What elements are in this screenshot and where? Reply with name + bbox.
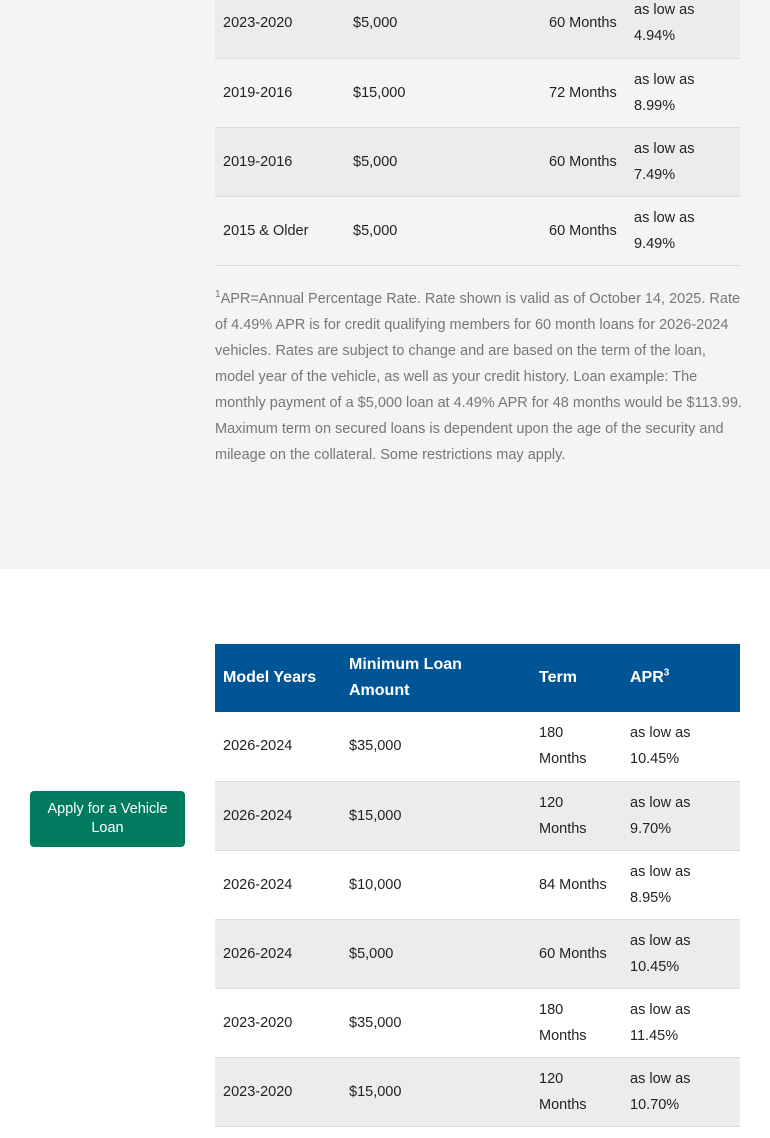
table-row (215, 127, 740, 196)
table-row (215, 988, 740, 1057)
footnote-marker: 1 (215, 289, 221, 301)
header-model-years: Model Years (215, 644, 341, 712)
cell-apr: as low as 10.45% (630, 932, 691, 975)
table-row (215, 1057, 740, 1126)
cell-model-years: 2019-2016 (223, 153, 293, 170)
cell-apr: as low as 7.49% (634, 140, 695, 183)
cell-min-loan: $15,000 (353, 84, 406, 101)
cell-apr: as low as 4.94% (634, 2, 695, 45)
cell-model-years: 2019-2016 (223, 84, 293, 101)
cell-term: 120 Months (539, 794, 587, 837)
cell-model-years: 2023-2020 (223, 1014, 293, 1031)
cell-model-years: 2026-2024 (223, 876, 293, 893)
footnote-text: APR=Annual Percentage Rate. Rate shown is valid as of October 14, 2025. Rate of 4.49% APR is for credit qualifying members for 60 month loans for 2026-2024 vehicles. Rates are subject to change and are based on the term of the loan, model year of the vehicle, as well as your credit history. Loan example: The monthly payment of a $5,000 loan at 4.49% APR for 48 months would be $113.99. Maximum term on secured loans is dependent upon the age of the security and mileage on the collateral. Some restrictions may apply. (215, 291, 742, 463)
header-min-loan: Minimum Loan Amount (341, 644, 531, 712)
rates-table-continued (215, 0, 740, 266)
cell-term: 120 Months (539, 1070, 587, 1113)
cell-apr: as low as 11.45% (630, 1001, 691, 1044)
cell-model-years: 2023-2020 (223, 1083, 293, 1100)
cell-model-years: 2026-2024 (223, 738, 293, 755)
cell-term: 72 Months (549, 84, 617, 101)
table-row (215, 919, 740, 988)
cell-model-years: 2026-2024 (223, 807, 293, 824)
rates-table (215, 644, 740, 1127)
cell-term: 84 Months (539, 876, 607, 893)
table-row (215, 712, 740, 781)
cell-apr: as low as 9.70% (630, 794, 691, 837)
cell-min-loan: $15,000 (349, 1083, 402, 1100)
cell-apr: as low as 8.95% (630, 863, 691, 906)
cell-min-loan: $5,000 (353, 153, 398, 170)
rates-section-lower (0, 569, 770, 1138)
cell-min-loan: $5,000 (353, 15, 398, 32)
footnote-marker: 3 (663, 667, 670, 679)
header-apr (622, 644, 740, 712)
cell-model-years: 2015 & Older (223, 222, 309, 239)
cell-term: 60 Months (549, 153, 617, 170)
cell-apr: as low as 10.45% (630, 725, 691, 768)
cell-model-years: 2023-2020 (223, 15, 293, 32)
table-row (215, 850, 740, 919)
table-row (215, 781, 740, 850)
cell-term: 180 Months (539, 1001, 587, 1044)
cell-min-loan: $15,000 (349, 807, 402, 824)
cell-min-loan: $35,000 (349, 1014, 402, 1031)
table-row (215, 58, 740, 127)
apr-footnote (215, 286, 743, 468)
header-apr-label: APR (630, 669, 664, 686)
cell-min-loan: $5,000 (349, 945, 394, 962)
cell-term: 180 Months (539, 725, 587, 768)
cell-term: 60 Months (539, 945, 607, 962)
cell-apr: as low as 9.49% (634, 209, 695, 252)
cell-term: 60 Months (549, 15, 617, 32)
apply-vehicle-loan-button[interactable]: Apply for a Vehicle Loan (30, 791, 185, 847)
table-row (215, 196, 740, 265)
cell-min-loan: $35,000 (349, 738, 402, 755)
cell-min-loan: $10,000 (349, 876, 402, 893)
header-term: Term (531, 644, 622, 712)
table-row (215, 0, 740, 58)
cell-min-loan: $5,000 (353, 222, 398, 239)
cell-term: 60 Months (549, 222, 617, 239)
table-header-row (215, 644, 740, 712)
cell-model-years: 2026-2024 (223, 945, 293, 962)
cell-apr: as low as 10.70% (630, 1070, 691, 1113)
cell-apr: as low as 8.99% (634, 71, 695, 114)
